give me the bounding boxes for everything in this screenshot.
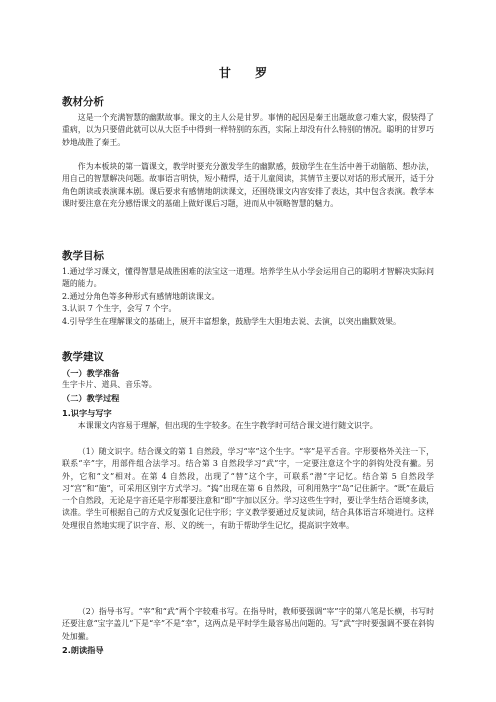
literacy-paragraph-3: （2）指导书写。“宰”和“武”两个字较难书写。在指导时，教师要强调“宰”字的第八笔是长横，书写时还要注意“宝字盖儿”下是“辛”不是“幸”，这两点是平时学生最容易出问题的。写“武”字时要强调不要在斜钩处加撇。: [62, 607, 434, 641]
goal-item-3: 3.认识 7 个生字，会写 7 个字。: [62, 304, 177, 313]
preparation-text: 生字卡片、道具、音乐等。: [62, 380, 157, 389]
analysis-paragraph-2: 作为本板块的第一篇课文，教学时要充分激发学生的幽默感，鼓励学生在生活中善于动脑筋、想办法，用自己的智慧解决问题。故事语言明快，短小精悍，适于儿童阅读，其情节主要以对话的形式展开，适于分角色朗读或表演课本剧。课后要求有感情地朗读课文，还围绕课文内容安排了表达，其中包含表演。教学本课时要注意在充分感悟课文的基础上做好课后习题，进而从中领略智慧的魅力。: [62, 162, 434, 208]
literacy-paragraph-2: （1）随文识字。结合课文的第 1 自然段，学习“宰”这个生字。“宰”是平舌音。字形要格外关注一下，联系“辛”字，用部件组合法学习。结合第 3 自然段学习“武”字，一定要注意这个字的斜钩处没有撇。另外，它和“文”相对。在第 4 自然段，出现了“替”这个字，可联系“潜”字记忆。结合第 5 自然段学习“宫”和“施”，可采用区别字方式学习。“捣”出现在第 6 自然段，可利用熟字“岛”记住新字。“既”在最后一个自然段，无论是字音还是字形都要注意和“即”字加以区分。学习这些生字时，要让学生结合语境多读，读准。学生可根据自己的方式反复强化记住字形；字义教学要通过反复读词，结合具体语言环境进行。这样处理很自然地实现了识字音、形、义的统一，有助于帮助学生记忆，提高识字效率。: [62, 447, 434, 530]
analysis-paragraph-1: 这是一个充满智慧的幽默故事。课文的主人公是甘罗。事情的起因是秦王出题故意刁难大家，假装得了重病，以为只要借此就可以从大臣手中得到一样特别的东西，实际上却没有什么特别的情况。聪明的甘罗巧妙地战胜了秦王。: [62, 113, 434, 147]
section-heading-analysis: 教材分析: [62, 96, 104, 108]
subheading-preparation: （一）教学准备: [62, 368, 120, 378]
goal-item-1: 1.通过学习课文，懂得智慧是战胜困难的法宝这一道理。培养学生从小学会运用自己的聪明才智解决实际问题的能力。: [62, 267, 434, 289]
goal-item-2: 2.通过分角色等多种形式有感情地朗读课文。: [62, 292, 220, 301]
section-heading-goals: 教学目标: [62, 250, 104, 262]
subheading-reading-guidance: 2.朗读指导: [62, 645, 104, 655]
literacy-paragraph-1: 本课课文内容易于理解，但出现的生字较多。在生字教学时可结合课文进行随文识字。: [77, 421, 378, 430]
subheading-process: （二）教学过程: [62, 393, 120, 403]
page-title: 甘 罗: [218, 66, 278, 80]
goal-item-4: 4.引导学生在理解课文的基础上，展开丰富想象，鼓励学生大胆地去说、去演，以突出幽默效果。: [62, 317, 401, 326]
section-heading-suggestions: 教学建议: [62, 351, 104, 363]
subheading-literacy: 1.识字与写字: [62, 408, 112, 418]
